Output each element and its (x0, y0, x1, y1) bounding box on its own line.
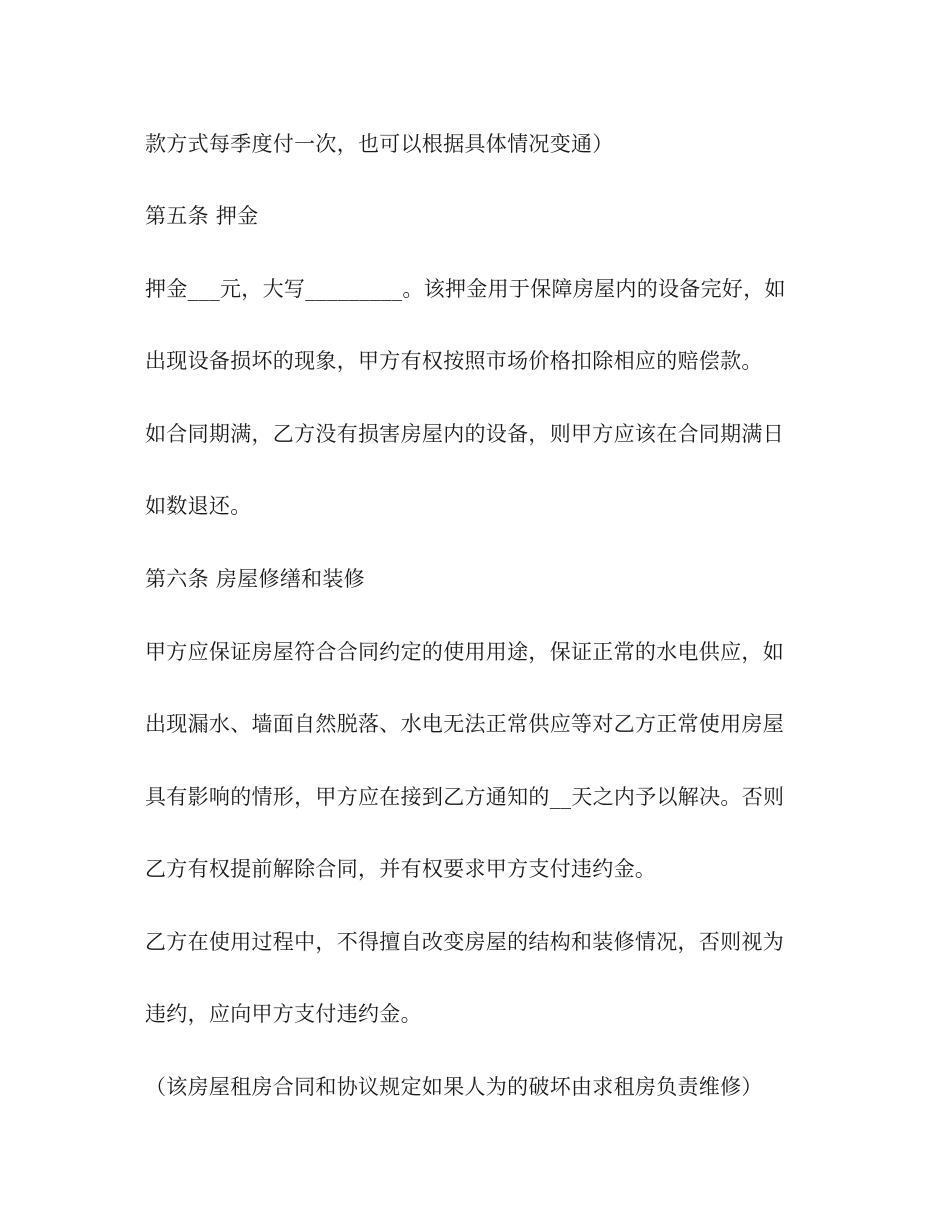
paragraph-line: 违约，应向甲方支付违约金。 (145, 1002, 422, 1026)
paragraph-line: 甲方应保证房屋符合合同约定的使用用途，保证正常的水电供应，如 (145, 640, 784, 664)
paragraph-line: 押金___元，大写_________。该押金用于保障房屋内的设备完好，如 (145, 277, 786, 301)
paragraph-line: 出现漏水、墙面自然脱落、水电无法正常供应等对乙方正常使用房屋 (145, 712, 784, 736)
paragraph-line: 乙方有权提前解除合同，并有权要求甲方支付违约金。 (145, 857, 657, 881)
section-heading-deposit: 第五条 押金 (145, 204, 259, 228)
paragraph-line: 具有影响的情形，甲方应在接到乙方通知的__天之内予以解决。否则 (145, 785, 785, 809)
paragraph-note: （该房屋租房合同和协议规定如果人为的破坏由求租房负责维修） (145, 1075, 763, 1099)
paragraph-line: 如合同期满，乙方没有损害房屋内的设备，则甲方应该在合同期满日 (145, 422, 784, 446)
paragraph-line: 出现设备损坏的现象，甲方有权按照市场价格扣除相应的赔偿款。 (145, 349, 763, 373)
paragraph-line: 款方式每季度付一次，也可以根据具体情况变通） (145, 132, 614, 156)
section-heading-repair: 第六条 房屋修缮和装修 (145, 567, 365, 591)
paragraph-line: 乙方在使用过程中，不得擅自改变房屋的结构和装修情况，否则视为 (145, 930, 784, 954)
paragraph-line: 如数退还。 (145, 494, 252, 518)
